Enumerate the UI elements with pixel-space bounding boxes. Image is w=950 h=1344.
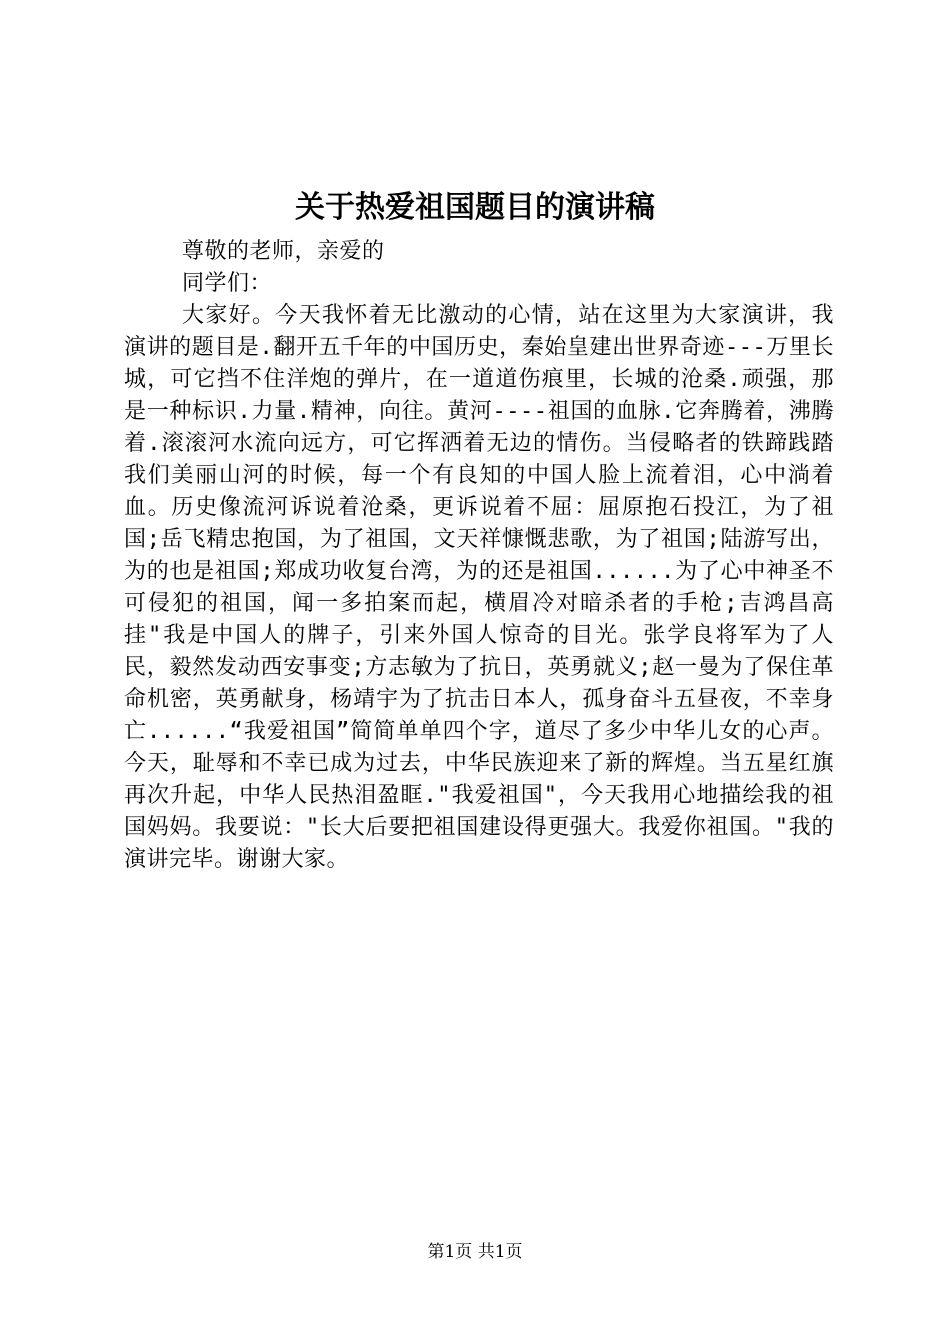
speech-paragraph: 大家好。今天我怀着无比激动的心情，站在这里为大家演讲，我演讲的题目是.翻开五千年的中国历史，秦始皇建出世界奇迹---万里长城，可它挡不住洋炮的弹片，在一道道伤痕里，长城的沧桑.顽强，那是一种标识.力量.精神，向往。黄河----祖国的血脉.它奔腾着，沸腾着.滚滚河水流向远方，可它挥洒着无边的情伤。当侵略者的铁蹄践踏我们美丽山河的时候，每一个有良知的中国人脸上流着泪，心中淌着血。历史像流河诉说着沧桑，更诉说着不屈：屈原抱石投江，为了祖国;岳飞精忠抱国，为了祖国，文天祥慷慨悲歌，为了祖国;陆游写出，为的也是祖国;郑成功收复台湾，为的还是祖国......为了心中神圣不可侵犯的祖国，闻一多拍案而起，横眉冷对暗杀者的手枪;吉鸿昌高挂"我是中国人的牌子，引来外国人惊奇的目光。张学良将军为了人民，毅然发动西安事变;方志敏为了抗日，英勇就义;赵一曼为了保住革命机密，英勇献身，杨靖宇为了抗击日本人，孤身奋斗五昼夜，不幸身亡......“我爱祖国”简简单单四个字，道尽了多少中华儿女的心声。今天，耻辱和不幸已成为过去，中华民族迎来了新的辉煌。当五星红旗再次升起，中华人民热泪盈眶."我爱祖国"，今天我用心地描绘我的祖国妈妈。我要说："长大后要把祖国建设得更强大。我爱你祖国。"我的演讲完毕。谢谢大家。 [124, 303, 834, 872]
page-footer: 第1页 共1页 [427, 1242, 523, 1262]
document-title: 关于热爱祖国题目的演讲稿 [295, 190, 655, 225]
salutation-line: 同学们： [182, 271, 273, 296]
salutation-line: 尊敬的老师，亲爱的 [182, 239, 385, 264]
speech-body [124, 236, 834, 876]
